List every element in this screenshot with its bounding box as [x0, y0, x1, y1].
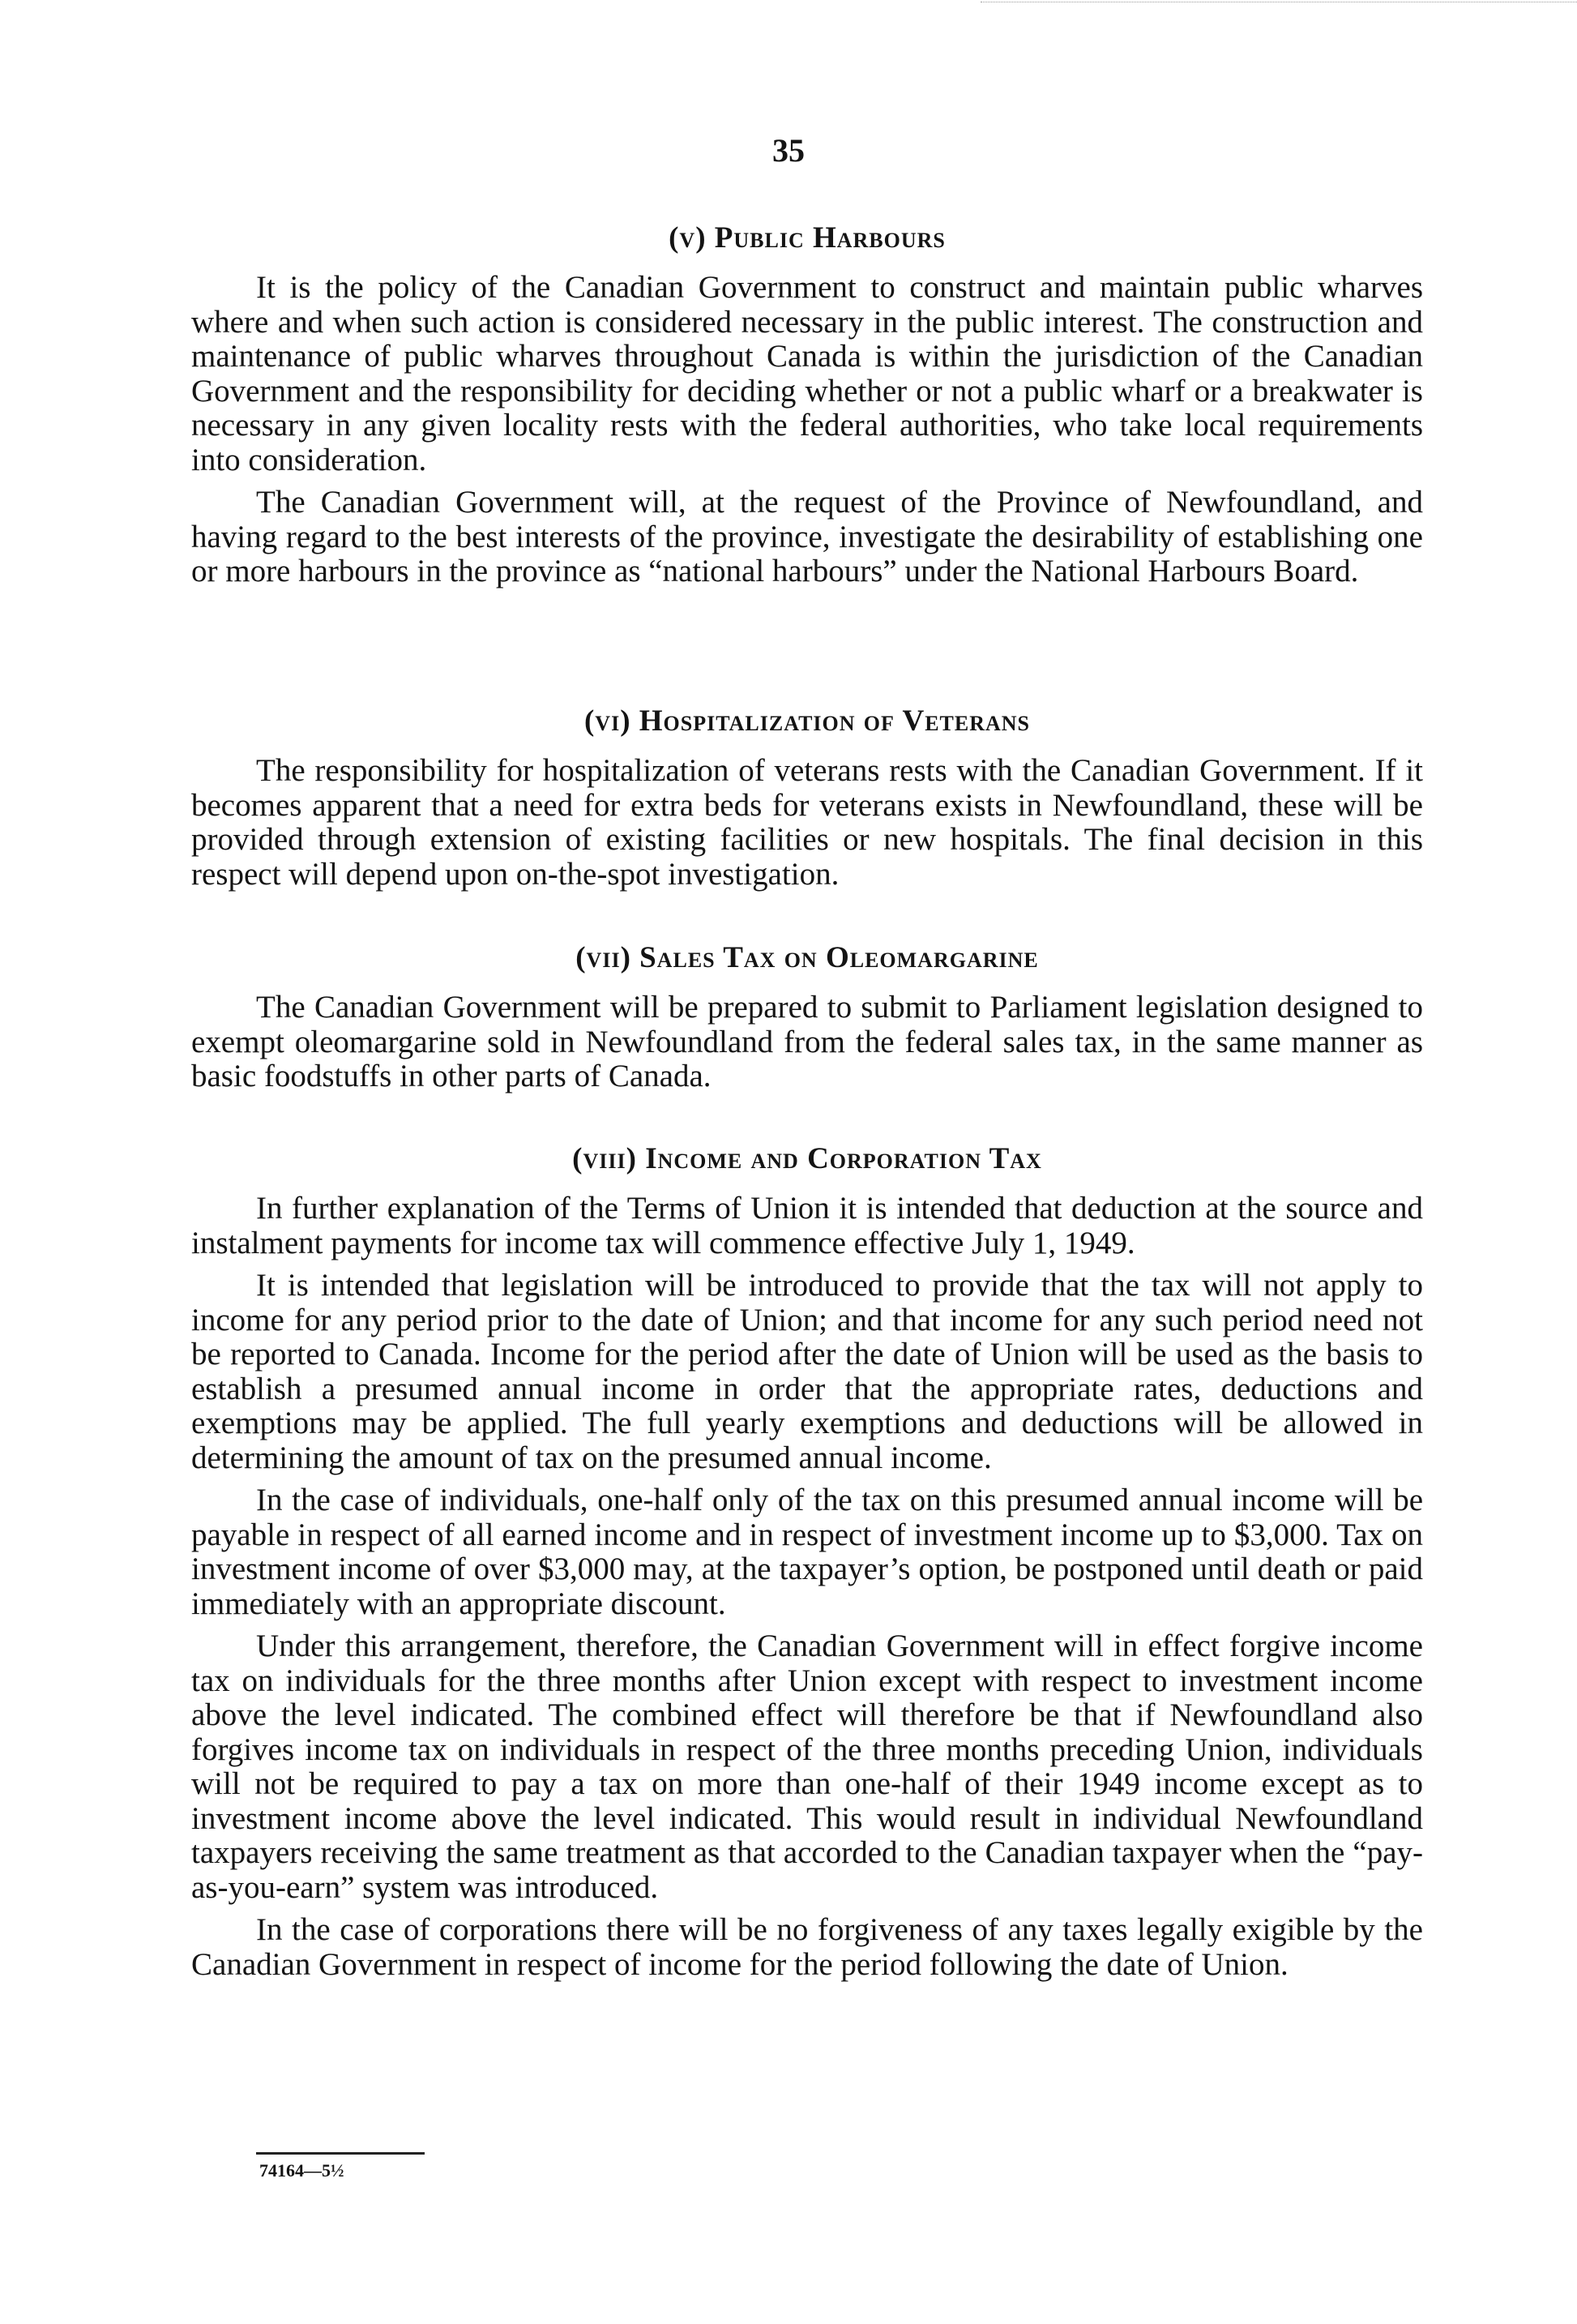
paragraph: Under this arrangement, therefore, the Canadian Government will in effect forgive income tax on individuals for the three months after Union except with respect to investment income above the level indicated. The combined effect will therefore be that if Newfoundland also forgives income tax on individuals in respect of the three months preceding Union, individuals will not be required to pay a tax on more than one-half of their 1949 income except as to investment income above the level indicated. This would result in individual Newfoundland taxpayers receiving the same treatment as that accorded to the Canadian taxpayer when the “pay-as-you-earn” system was introduced. — [191, 1629, 1423, 1905]
footer-rule — [256, 2152, 425, 2155]
page-number: 35 — [772, 132, 805, 169]
section-income-and-corporation-tax — [191, 1141, 1423, 1982]
section-heading: (viii) Income and Corporation Tax — [572, 1142, 1042, 1175]
section-hospitalization-of-veterans — [191, 704, 1423, 892]
paragraph: In the case of corporations there will be no forgiveness of any taxes legally exigible by the Canadian Government in respect of income for the period following the date of Union. — [191, 1912, 1423, 1982]
paragraph: In further explanation of the Terms of Union it is intended that deduction at the source and instalment payments for income tax will commence effective July 1, 1949. — [191, 1191, 1423, 1260]
paragraph: The Canadian Government will be prepared to submit to Parliament legislation designed to exempt oleomargarine sold in Newfoundland from the federal sales tax, in the same manner as basic foodstuffs in other parts of Canada. — [191, 990, 1423, 1094]
section-heading: (v) Public Harbours — [669, 221, 946, 255]
section-heading: (vi) Hospitalization of Veterans — [583, 704, 1031, 738]
section-public-harbours — [191, 220, 1423, 589]
paragraph: The Canadian Government will, at the request of the Province of Newfoundland, and having regard to the best interests of the province, investigate the desirability of establishing one or more harbours in the province as “national harbours” under the National Harbours Board. — [191, 485, 1423, 588]
paragraph: The responsibility for hospitalization of veterans rests with the Canadian Government. If it becomes apparent that a need for extra beds for veterans exists in Newfoundland, these will be provided through extension of existing facilities or new hospitals. The final decision in this respect will depend upon on-the-spot investigation. — [191, 753, 1423, 892]
footer-print-code: 74164—5½ — [259, 2160, 344, 2181]
section-sales-tax-on-oleomargarine — [191, 940, 1423, 1094]
paragraph: It is intended that legislation will be introduced to provide that the tax will not apply to income for any period prior to the date of Union; and that income for any such period need not be reported to Canada. Income for the period after the date of Union will be used as the basis to establish a presumed annual income in order that the appropriate rates, deductions and exemptions may be applied. The full yearly exemptions and deductions will be allowed in determining the amount of tax on the presumed annual income. — [191, 1268, 1423, 1475]
section-heading: (vii) Sales Tax on Oleomargarine — [575, 941, 1039, 974]
paragraph: In the case of individuals, one-half only of the tax on this presumed annual income will be payable in respect of all earned income and in respect of investment income up to $3,000. Tax on investment income of over $3,000 may, at the taxpayer’s option, be postponed until death or paid immediately with an appropriate discount. — [191, 1483, 1423, 1621]
paragraph: It is the policy of the Canadian Government to construct and maintain public wharves where and when such action is considered necessary in the public interest. The construction and maintenance of public wharves throughout Canada is within the jurisdiction of the Canadian Government and the responsibility for deciding whether or not a public wharf or a breakwater is necessary in any given locality rests with the federal authorities, who take local requirements into consideration. — [191, 270, 1423, 477]
